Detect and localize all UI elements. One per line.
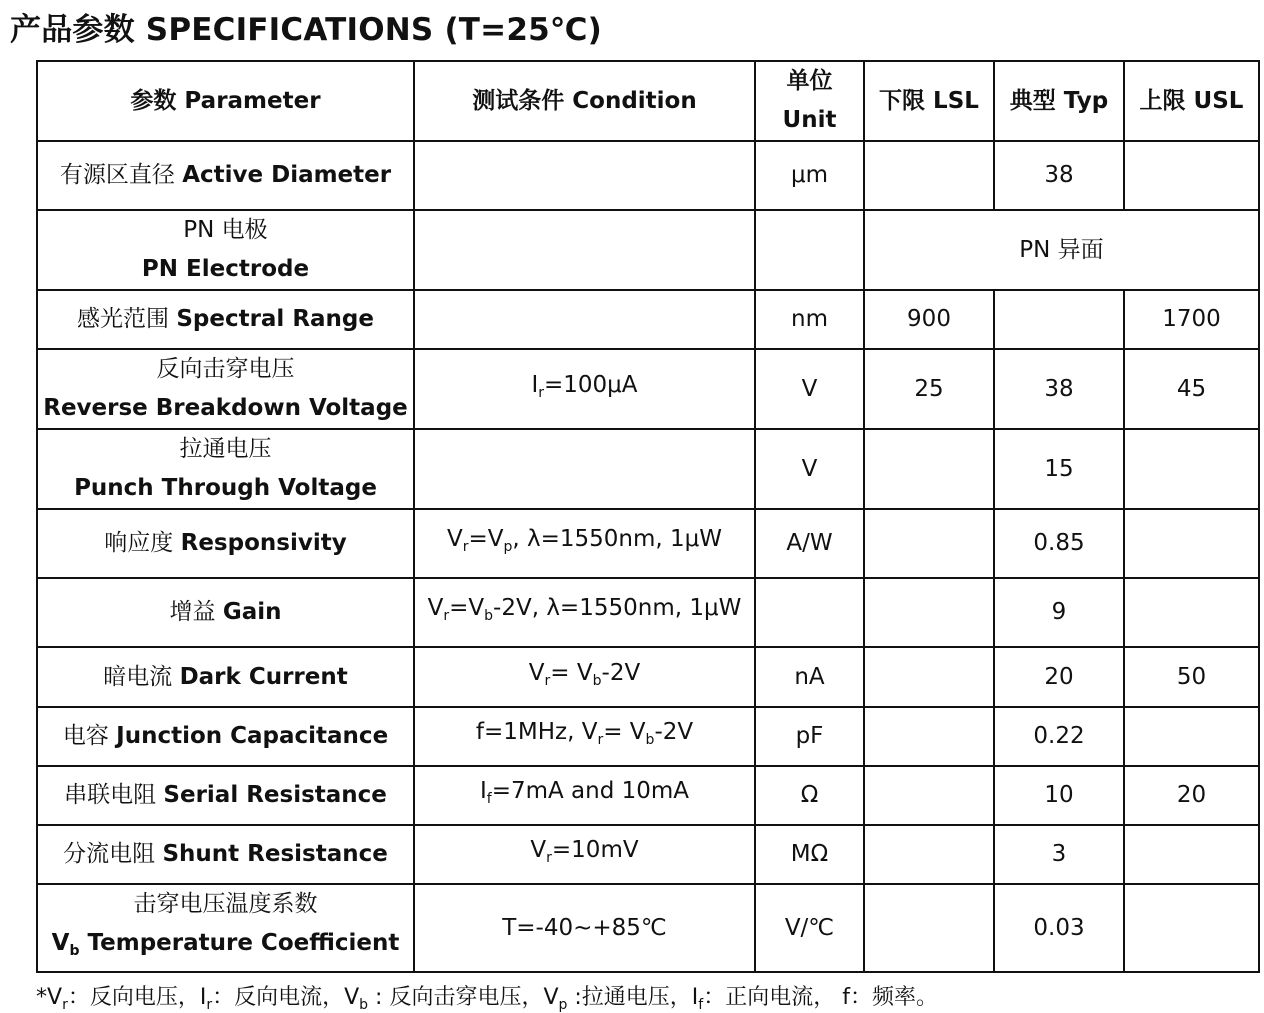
param-name-en: Spectral Range xyxy=(176,306,374,332)
param-cell xyxy=(37,825,414,884)
param-cell xyxy=(37,884,414,972)
usl-cell xyxy=(1124,509,1259,578)
usl-cell xyxy=(1124,825,1259,884)
header-parameter: 参数 Parameter xyxy=(37,61,414,141)
cond-text: -2V, λ=1550nm, 1μW xyxy=(493,595,742,621)
param-name-en: Reverse Breakdown Voltage xyxy=(43,395,408,421)
param-name-en: Punch Through Voltage xyxy=(74,475,377,501)
cond-text: V xyxy=(446,526,463,552)
param-cell xyxy=(37,509,414,578)
table-row xyxy=(37,578,1259,647)
header-unit-cn: 单位 xyxy=(786,68,833,94)
lsl-cell: 25 xyxy=(864,349,994,429)
unit-cell: nm xyxy=(755,290,864,349)
typ-cell: 38 xyxy=(994,349,1124,429)
param-name-cn: PN 电极 xyxy=(183,217,268,243)
usl-cell: 1700 xyxy=(1124,290,1259,349)
usl-cell xyxy=(1124,884,1259,972)
condition-cell xyxy=(414,647,755,707)
cond-subscript: r xyxy=(597,732,604,748)
lsl-cell xyxy=(864,578,994,647)
unit-cell: μm xyxy=(755,141,864,210)
typ-cell: 38 xyxy=(994,141,1124,210)
footnote xyxy=(36,980,938,1013)
table-row xyxy=(37,290,1259,349)
cond-subscript: p xyxy=(503,539,513,555)
condition-cell xyxy=(414,290,755,349)
param-name-cn: 分流电阻 xyxy=(63,841,156,867)
cond-text: =V xyxy=(449,595,485,621)
typ-cell: 20 xyxy=(994,647,1124,707)
cond-subscript: b xyxy=(484,608,494,624)
param-name-cn: 暗电流 xyxy=(103,663,173,690)
usl-cell xyxy=(1124,578,1259,647)
param-name-en-part: Temperature Coefficient xyxy=(79,930,400,956)
cond-text: -2V xyxy=(601,659,641,686)
condition-cell xyxy=(414,509,755,578)
param-name-en: Dark Current xyxy=(179,663,348,690)
footnote-text: ：反向电流，V xyxy=(212,985,360,1010)
spec-table xyxy=(36,60,1260,973)
cond-subscript: r xyxy=(462,539,469,555)
table-row xyxy=(37,766,1259,825)
cond-text: V xyxy=(528,659,545,686)
typ-cell: 0.03 xyxy=(994,884,1124,972)
typ-cell: 0.85 xyxy=(994,509,1124,578)
unit-cell xyxy=(755,210,864,290)
cond-text: V xyxy=(427,595,444,621)
usl-cell xyxy=(1124,707,1259,766)
param-cell xyxy=(37,349,414,429)
unit-cell: A/W xyxy=(755,509,864,578)
footnote-subscript: p xyxy=(558,997,568,1013)
param-name-cn: 感光范围 xyxy=(77,306,169,332)
usl-cell: 50 xyxy=(1124,647,1259,707)
param-name-cn: 有源区直径 xyxy=(59,162,175,188)
param-name-cn: 电容 xyxy=(62,723,109,749)
param-cell xyxy=(37,707,414,766)
cond-text: = V xyxy=(603,719,646,745)
lsl-cell xyxy=(864,647,994,707)
lsl-cell xyxy=(864,141,994,210)
table-row xyxy=(37,647,1259,707)
lsl-cell xyxy=(864,884,994,972)
unit-cell: pF xyxy=(755,707,864,766)
page-title: 产品参数 SPECIFICATIONS (T=25℃) xyxy=(10,12,602,48)
footnote-text: :拉通电压，I xyxy=(567,985,699,1010)
unit-cell: Ω xyxy=(755,766,864,825)
condition-cell xyxy=(414,707,755,766)
lsl-cell xyxy=(864,707,994,766)
param-name-en-part: V xyxy=(51,930,70,956)
usl-cell xyxy=(1124,141,1259,210)
cond-text: = V xyxy=(550,659,593,686)
unit-cell: V xyxy=(755,349,864,429)
param-name-en xyxy=(51,930,400,959)
header-unit-en: Unit xyxy=(782,107,837,133)
cond-text: I xyxy=(531,371,539,398)
cond-subscript: b xyxy=(592,672,602,689)
unit-cell: V/℃ xyxy=(755,884,864,972)
cond-text: =7mA and 10mA xyxy=(491,778,690,804)
cond-text: V xyxy=(530,837,547,863)
header-typ: 典型 Typ xyxy=(994,61,1124,141)
footnote-text: : 反向击穿电压，V xyxy=(368,985,559,1010)
cond-text: f=1MHz, V xyxy=(475,719,598,745)
lsl-cell xyxy=(864,509,994,578)
typ-cell xyxy=(994,290,1124,349)
table-row xyxy=(37,884,1259,972)
typ-cell: 9 xyxy=(994,578,1124,647)
table-row xyxy=(37,429,1259,509)
usl-cell xyxy=(1124,429,1259,509)
cond-subscript: f xyxy=(486,791,492,807)
param-cell xyxy=(37,578,414,647)
cond-subscript: r xyxy=(544,672,551,689)
typ-cell: 3 xyxy=(994,825,1124,884)
header-unit xyxy=(755,61,864,141)
lsl-cell: 900 xyxy=(864,290,994,349)
param-cell xyxy=(37,429,414,509)
param-cell xyxy=(37,141,414,210)
param-name-cn: 响应度 xyxy=(104,530,174,556)
lsl-cell xyxy=(864,825,994,884)
condition-cell: T=-40~+85℃ xyxy=(414,884,755,972)
param-name-en: Gain xyxy=(222,599,282,625)
param-name-cn: 拉通电压 xyxy=(179,436,272,462)
param-cell xyxy=(37,766,414,825)
param-name-en: Responsivity xyxy=(180,530,347,556)
param-cell xyxy=(37,290,414,349)
footnote-subscript: r xyxy=(206,997,213,1013)
table-row xyxy=(37,349,1259,429)
cond-subscript: b xyxy=(645,732,655,748)
table-row xyxy=(37,707,1259,766)
table-row xyxy=(37,825,1259,884)
param-name-cn: 反向击穿电压 xyxy=(156,356,295,382)
usl-cell: 20 xyxy=(1124,766,1259,825)
cond-text: =100μA xyxy=(544,371,638,398)
param-name-en: Junction Capacitance xyxy=(116,723,389,749)
param-name-cn: 串联电阻 xyxy=(64,782,157,808)
header-usl: 上限 USL xyxy=(1124,61,1259,141)
table-row xyxy=(37,509,1259,578)
condition-cell xyxy=(414,349,755,429)
footnote-text: ：正向电流， f：频率。 xyxy=(703,985,938,1010)
cond-text: , λ=1550nm, 1μW xyxy=(512,526,723,552)
condition-cell xyxy=(414,766,755,825)
footnote-text: *V xyxy=(36,985,63,1010)
condition-cell xyxy=(414,578,755,647)
lsl-cell xyxy=(864,766,994,825)
cond-subscript: r xyxy=(546,850,552,866)
unit-cell xyxy=(755,578,864,647)
cond-text: -2V xyxy=(654,719,694,745)
typ-cell: 15 xyxy=(994,429,1124,509)
cond-text: I xyxy=(479,778,487,804)
typ-cell: 10 xyxy=(994,766,1124,825)
usl-cell: 45 xyxy=(1124,349,1259,429)
condition-cell xyxy=(414,141,755,210)
unit-cell: nA xyxy=(755,647,864,707)
header-row xyxy=(37,61,1259,141)
footnote-subscript: r xyxy=(62,997,68,1013)
param-cell xyxy=(37,647,414,707)
param-name-subscript: b xyxy=(69,943,80,959)
param-name-cn: 增益 xyxy=(169,599,216,625)
cond-text: =10mV xyxy=(551,837,639,863)
merged-value-cell: PN 异面 xyxy=(864,210,1259,290)
footnote-subscript: b xyxy=(359,997,369,1013)
table-row xyxy=(37,210,1259,290)
unit-cell: MΩ xyxy=(755,825,864,884)
param-name-en: PN Electrode xyxy=(141,256,310,282)
footnote-subscript: f xyxy=(698,997,704,1013)
lsl-cell xyxy=(864,429,994,509)
table-row xyxy=(37,141,1259,210)
param-cell xyxy=(37,210,414,290)
cond-subscript: r xyxy=(443,608,450,624)
condition-cell xyxy=(414,825,755,884)
param-name-en: Shunt Resistance xyxy=(162,841,388,867)
header-lsl: 下限 LSL xyxy=(864,61,994,141)
cond-text: =V xyxy=(468,526,504,552)
param-name-en: Active Diameter xyxy=(182,162,392,188)
param-name-cn: 击穿电压温度系数 xyxy=(133,891,318,917)
unit-cell: V xyxy=(755,429,864,509)
header-condition: 测试条件 Condition xyxy=(414,61,755,141)
footnote-text: ：反向电压，I xyxy=(67,985,207,1010)
condition-cell xyxy=(414,429,755,509)
param-name-en: Serial Resistance xyxy=(163,782,387,808)
condition-cell xyxy=(414,210,755,290)
cond-subscript: r xyxy=(538,384,544,401)
typ-cell: 0.22 xyxy=(994,707,1124,766)
